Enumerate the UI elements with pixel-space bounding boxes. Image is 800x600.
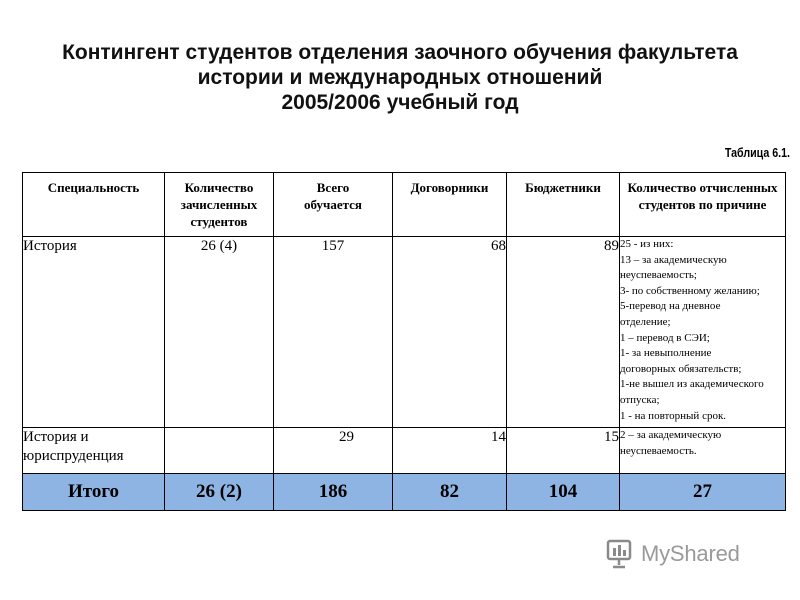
total-label: Итого bbox=[23, 474, 165, 511]
header-expelled bbox=[620, 173, 786, 237]
total-contract: 82 bbox=[393, 474, 507, 511]
reason-line: 1-не вышел из академического bbox=[620, 378, 764, 391]
header-enrolled-text: Количество зачисленных студентов bbox=[180, 180, 258, 229]
header-total-text: Всего обучается bbox=[304, 180, 362, 212]
cell-contract: 14 bbox=[393, 428, 507, 474]
page-title bbox=[0, 40, 800, 115]
cell-reasons bbox=[620, 237, 786, 428]
title-line-2: истории и международных отношений bbox=[197, 66, 603, 89]
title-line-1: Контингент студентов отделения заочного обучения факультета bbox=[62, 41, 738, 64]
total-total: 186 bbox=[274, 474, 393, 511]
reason-line: отделение; bbox=[620, 315, 671, 328]
table-caption: Таблица 6.1. bbox=[724, 145, 790, 160]
reason-line: 13 – за академическую bbox=[620, 253, 727, 266]
cell-reasons bbox=[620, 428, 786, 474]
cell-total: 157 bbox=[274, 237, 393, 428]
reason-line: договорных обязательств; bbox=[620, 362, 742, 375]
watermark-text: MyShared bbox=[641, 541, 740, 566]
students-table bbox=[22, 172, 786, 511]
reason-line: 1- за невыполнение bbox=[620, 347, 712, 360]
table-total-row bbox=[23, 474, 786, 511]
reason-line: неуспеваемость. bbox=[620, 444, 697, 457]
myshared-logo-icon bbox=[605, 539, 635, 569]
table-header-row bbox=[23, 173, 786, 237]
cell-name: История и юриспруденция bbox=[23, 428, 165, 474]
reason-line: 5-перевод на дневное bbox=[620, 300, 721, 313]
cell-enrolled: 26 (4) bbox=[165, 237, 274, 428]
header-budget: Бюджетники bbox=[507, 173, 620, 237]
title-line-3: 2005/2006 учебный год bbox=[281, 91, 519, 114]
cell-budget: 15 bbox=[507, 428, 620, 474]
total-budget: 104 bbox=[507, 474, 620, 511]
cell-contract: 68 bbox=[393, 237, 507, 428]
header-expelled-text: Количество отчисленных студентов по причине bbox=[627, 180, 778, 212]
myshared-watermark bbox=[605, 536, 775, 572]
header-contract: Договорники bbox=[393, 173, 507, 237]
reason-line: отпуска; bbox=[620, 393, 660, 406]
reason-line: 1 - на повторный срок. bbox=[620, 409, 727, 422]
cell-name: История bbox=[23, 237, 165, 428]
reason-line: 25 - из них: bbox=[620, 238, 674, 250]
cell-budget: 89 bbox=[507, 237, 620, 428]
table-row bbox=[23, 428, 786, 474]
reason-line: 1 – перевод в СЭИ; bbox=[620, 331, 710, 344]
header-enrolled bbox=[165, 173, 274, 237]
reason-line: неуспеваемость; bbox=[620, 269, 697, 282]
reason-line: 2 – за академическую bbox=[620, 429, 722, 441]
table-row bbox=[23, 237, 786, 428]
cell-enrolled bbox=[165, 428, 274, 474]
header-specialty: Специальность bbox=[23, 173, 165, 237]
total-enrolled: 26 (2) bbox=[165, 474, 274, 511]
total-expelled: 27 bbox=[620, 474, 786, 511]
cell-total: 29 bbox=[274, 428, 393, 474]
reason-line: 3- по собственному желанию; bbox=[620, 284, 760, 297]
header-total bbox=[274, 173, 393, 237]
